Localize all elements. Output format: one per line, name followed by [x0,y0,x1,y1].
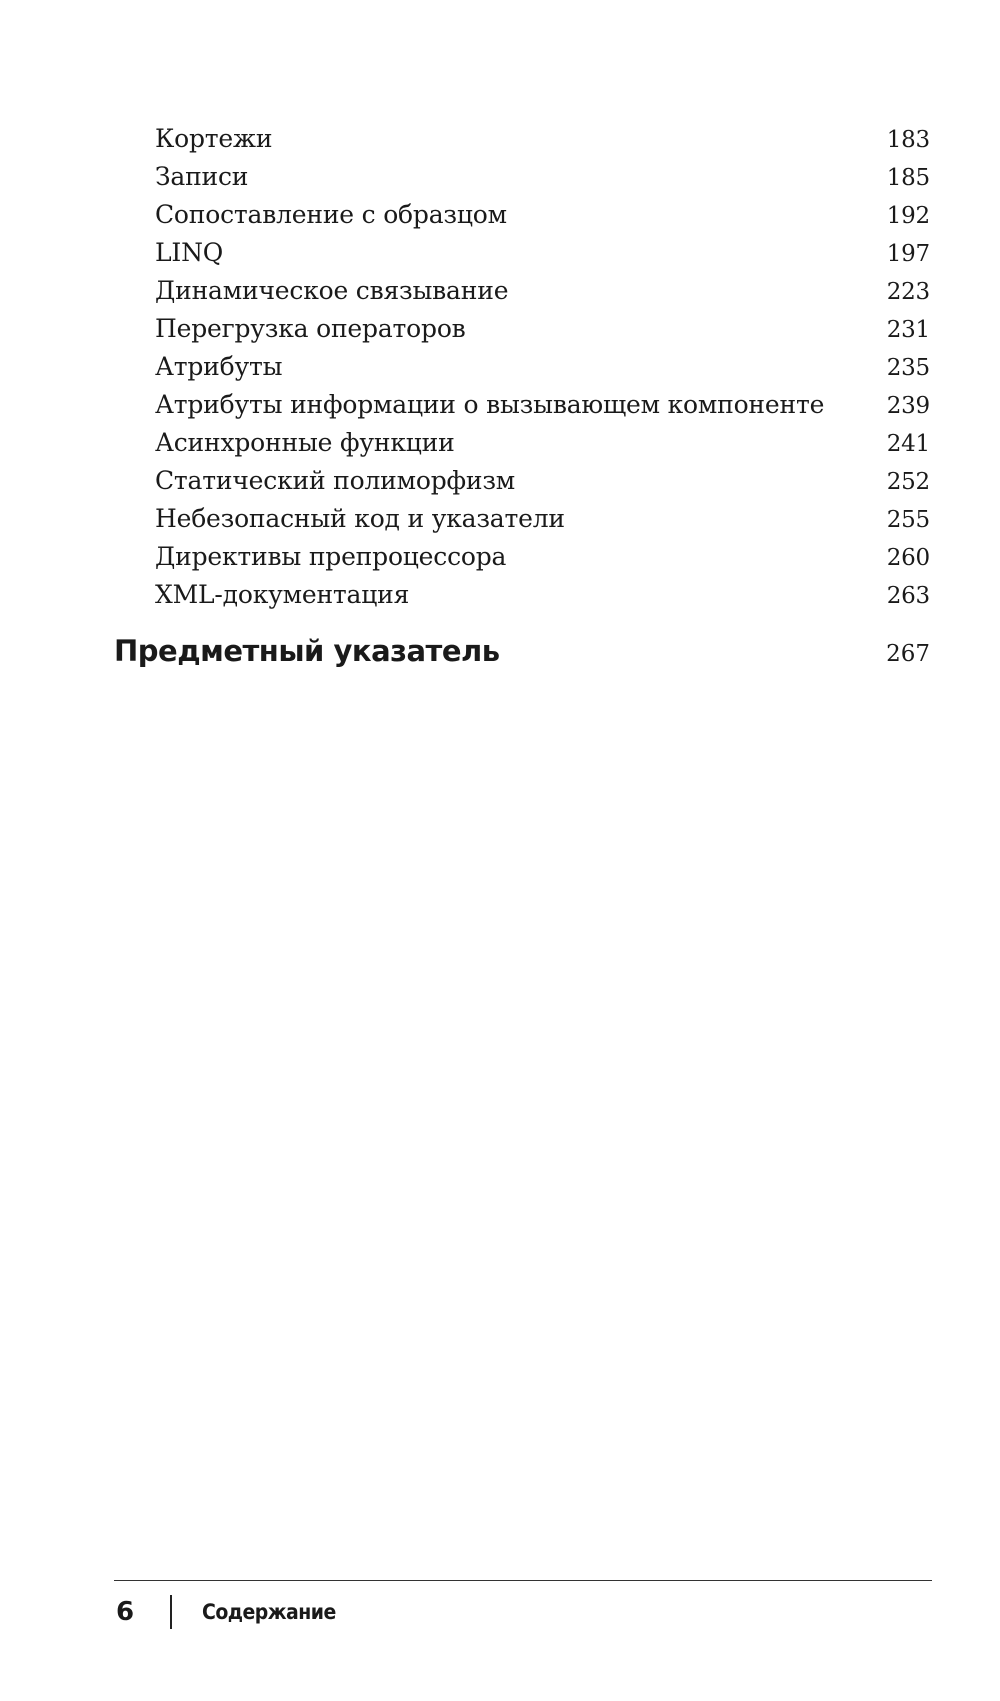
toc-item-page: 192 [886,203,930,229]
toc-item [155,120,930,158]
toc-item-page: 255 [886,507,930,533]
toc-item [155,348,930,386]
toc-item [155,158,930,196]
toc-item-page: 183 [886,127,930,153]
toc-list [155,120,930,614]
toc-item [155,424,930,462]
toc-item [155,196,930,234]
toc-item-page: 223 [886,279,930,305]
toc-item [155,234,930,272]
toc-item-page: 231 [886,317,930,343]
toc-item [155,462,930,500]
toc-item-title: XML-документация [155,580,410,609]
toc-item-title: Сопоставление с образцом [155,200,507,229]
toc-item-page: 235 [886,355,930,381]
toc-chapter-page: 267 [886,641,930,667]
footer-separator [170,1595,172,1629]
toc-item [155,310,930,348]
toc-item-page: 239 [886,393,930,419]
toc-item-page: 197 [886,241,930,267]
toc-item-title: Динамическое связывание [155,276,509,305]
footer-divider [114,1580,932,1581]
toc-item-title: Записи [155,162,249,191]
toc-item-title: Перегрузка операторов [155,314,466,343]
toc-item [155,272,930,310]
toc-item-title: LINQ [155,238,224,267]
toc-item [155,500,930,538]
toc-item-title: Директивы препроцессора [155,542,507,571]
toc-item-page: 252 [886,469,930,495]
running-header-section: Содержание [202,1600,336,1624]
toc-item [155,386,930,424]
toc-item-page: 263 [886,583,930,609]
toc-chapter-title: Предметный указатель [114,634,500,668]
toc-item-title: Кортежи [155,124,273,153]
toc-item-page: 260 [886,545,930,571]
page-footer [114,1590,351,1634]
page-number: 6 [116,1597,135,1627]
toc-item [155,576,930,614]
toc-item-title: Атрибуты информации о вызывающем компоненте [155,390,825,419]
toc-chapter-entry [114,634,930,668]
toc-item-title: Небезопасный код и указатели [155,504,565,533]
toc-item-title: Статический полиморфизм [155,466,516,495]
toc-item-page: 185 [886,165,930,191]
toc-item-title: Атрибуты [155,352,283,381]
toc-item [155,538,930,576]
toc-item-title: Асинхронные функции [155,428,455,457]
toc-item-page: 241 [886,431,930,457]
